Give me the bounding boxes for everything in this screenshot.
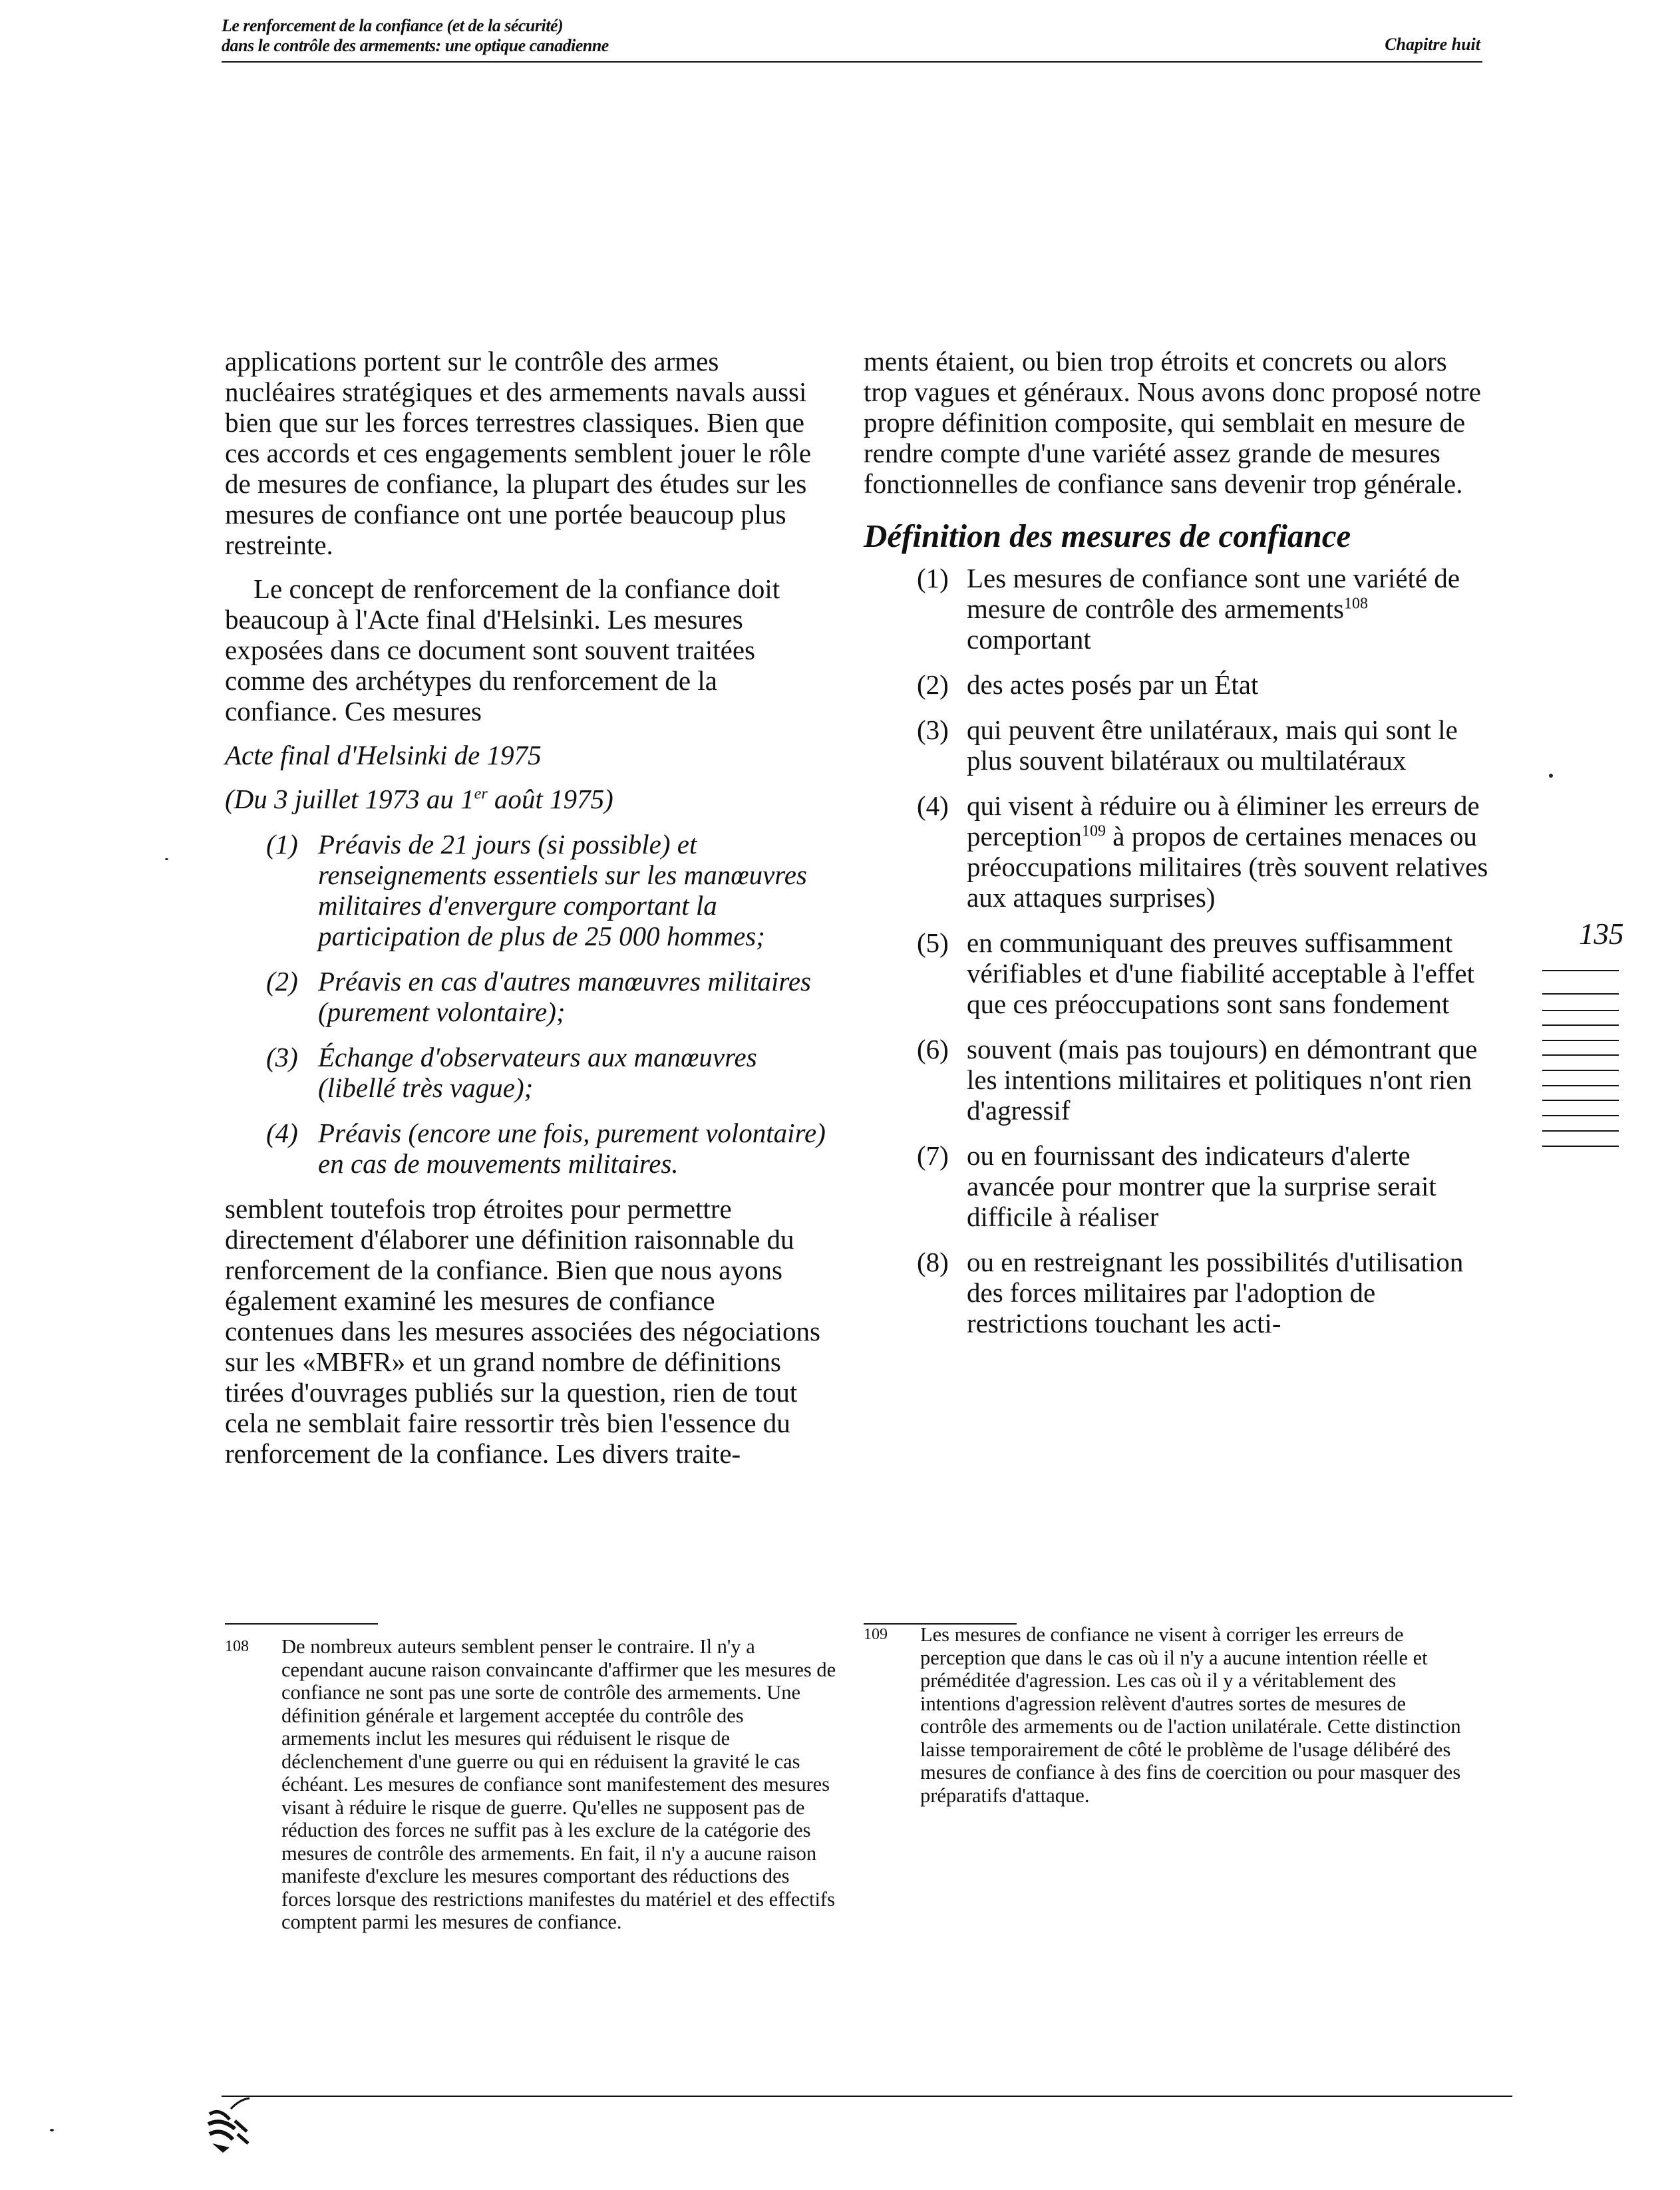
list-number: (1) bbox=[917, 563, 949, 593]
list-item bbox=[917, 790, 1496, 913]
list-item bbox=[266, 1042, 827, 1103]
list-text: Préavis en cas d'autres manœuvres militaires (purement volontaire); bbox=[318, 966, 811, 1027]
list-text: ou en fournissant des indicateurs d'alerte avancée pour montrer que la surprise serait difficile à réaliser bbox=[967, 1140, 1436, 1232]
running-header-chapter: Chapitre huit bbox=[1385, 35, 1480, 54]
margin-rule bbox=[1542, 1100, 1619, 1101]
list-number: (1) bbox=[266, 829, 298, 860]
list-item bbox=[917, 927, 1496, 1019]
footnote-text: Les mesures de confiance ne visent à corriger les erreurs de perception que dans le cas où il n'y a aucune intention réelle et préméditée d'agression. Les cas où il y a véritablement des intentions d'agression relèvent d'autres sortes de mesures de contrôle des armements ou de l'action unilatérale. Cette distinction laisse temporairement de côté le problème de l'usage délibéré des mesures de confiance à des fins de coercition ou pour masquer des préparatifs d'attaque. bbox=[920, 1623, 1461, 1807]
page-number: 135 bbox=[1579, 917, 1624, 951]
right-column bbox=[864, 346, 1496, 1353]
list-number: (2) bbox=[917, 669, 949, 700]
margin-rule bbox=[1542, 1010, 1619, 1011]
scan-speck bbox=[50, 2129, 54, 2131]
list-item bbox=[917, 1247, 1496, 1338]
helsinki-measures-list bbox=[225, 829, 827, 1179]
header-rule bbox=[222, 61, 1482, 63]
list-number: (8) bbox=[917, 1247, 949, 1277]
list-text: qui peuvent être unilatéraux, mais qui sont le plus souvent bilatéraux ou multilatéraux bbox=[967, 714, 1458, 776]
scan-speck bbox=[165, 858, 168, 860]
helsinki-heading bbox=[225, 740, 827, 814]
list-text: Échange d'observateurs aux manœuvres (libellé très vague); bbox=[318, 1042, 757, 1103]
list-number: (4) bbox=[917, 790, 949, 821]
helsinki-dates: (Du 3 juillet 1973 au 1er août 1975) bbox=[225, 784, 613, 814]
body-paragraph: Le concept de renforcement de la confiance doit beaucoup à l'Acte final d'Helsinki. Les mesures exposées dans ce document sont souvent traitées comme des archétypes du renforcement de la confiance. Ces mesures bbox=[225, 573, 780, 726]
list-number: (7) bbox=[917, 1140, 949, 1171]
list-text: en communiquant des preuves suffisamment vérifiables et d'une fiabilité acceptable à l'effet que ces préoccupations sont sans fondement bbox=[967, 927, 1475, 1019]
definition-list bbox=[864, 563, 1496, 1338]
list-item bbox=[917, 1034, 1496, 1126]
margin-rule bbox=[1542, 970, 1619, 971]
list-item bbox=[917, 669, 1496, 700]
body-paragraph: semblent toutefois trop étroites pour permettre directement d'élaborer une définition raisonnable du renforcement de la confiance. Bien que nous ayons également examiné les mesures de confiance contenues dans les mesures associées des négociations sur les «MBFR» et un grand nombre de définitions tirées d'ouvrages publiés sur la question, rien de tout cela ne semblait faire ressortir très bien l'essence du renforcement de la confiance. Les divers traite- bbox=[225, 1193, 820, 1469]
scan-speck bbox=[1549, 774, 1553, 778]
list-text: ou en restreignant les possibilités d'utilisation des forces militaires par l'adoption de restrictions touchant les acti- bbox=[967, 1247, 1464, 1338]
margin-rule bbox=[1542, 1070, 1619, 1071]
list-number: (4) bbox=[266, 1118, 298, 1148]
footnote-number: 108 bbox=[225, 1638, 249, 1655]
list-number: (2) bbox=[266, 966, 298, 997]
margin-rule bbox=[1542, 1024, 1619, 1026]
list-number: (5) bbox=[917, 927, 949, 958]
footnote-108 bbox=[225, 1635, 837, 1934]
section-heading: Définition des mesures de confiance bbox=[864, 518, 1351, 554]
footnote-109 bbox=[864, 1623, 1476, 1807]
running-header-title bbox=[222, 16, 1087, 56]
body-paragraph: applications portent sur le contrôle des armes nucléaires stratégiques et des armements navals aussi bien que sur les forces terrestres classiques. Bien que ces accords et ces engagements semblent jouer le rôle de mesures de confiance, la plupart des études sur les mesures de confiance ont une portée beaucoup plus restreinte. bbox=[225, 346, 812, 560]
margin-rule bbox=[1542, 1054, 1619, 1056]
list-text: Les mesures de confiance sont une variété de mesure de contrôle des armements$^{108}$ comportant bbox=[967, 563, 1460, 655]
list-item bbox=[266, 966, 827, 1027]
running-header-line1: Le renforcement de la confiance (et de la sécurité) bbox=[222, 16, 564, 35]
list-item bbox=[266, 829, 827, 951]
footnote-number: 109 bbox=[864, 1626, 888, 1643]
running-header-line2: dans le contrôle des armements: une optique canadienne bbox=[222, 36, 609, 55]
footnote-ref[interactable]: 108 bbox=[1343, 595, 1368, 613]
list-number: (3) bbox=[917, 714, 949, 745]
footnote-text: De nombreux auteurs semblent penser le contraire. Il n'y a cependant aucune raison convaincante d'affirmer que les mesures de confiance ne sont pas une sorte de contrôle des armements. Une définition générale et largement acceptée du contrôle des armements inclut les mesures qui réduisent le risque de déclenchement d'une guerre ou qui en réduisent la gravité le cas échéant. Les mesures de confiance sont manifestement des mesures visant à réduire le risque de guerre. Qu'elles ne supposent pas de réduction des forces ne suffit pas à les exclure de la catégorie des mesures de contrôle des armements. En fait, il n'y a aucune raison manifeste d'exclure les mesures comportant des réductions des forces lorsque des restrictions manifestes du matériel et des effectifs comptent parmi les mesures de confiance. bbox=[281, 1635, 836, 1933]
margin-rule bbox=[1542, 993, 1619, 995]
list-item bbox=[917, 563, 1496, 655]
list-item bbox=[917, 1140, 1496, 1232]
left-column bbox=[225, 346, 827, 1482]
margin-rule bbox=[1542, 1040, 1619, 1041]
footnote-rule bbox=[225, 1623, 378, 1625]
list-text: souvent (mais pas toujours) en démontrant que les intentions militaires et politiques n'ont rien d'agressif bbox=[967, 1034, 1478, 1126]
list-number: (3) bbox=[266, 1042, 298, 1072]
margin-rule bbox=[1542, 1115, 1619, 1116]
margin-rule bbox=[1542, 1130, 1619, 1132]
footer-rule bbox=[222, 2096, 1512, 2097]
list-text: Préavis de 21 jours (si possible) et renseignements essentiels sur les manœuvres militaires d'envergure comportant la participation de plus de 25 000 hommes; bbox=[318, 829, 807, 951]
helsinki-title: Acte final d'Helsinki de 1975 bbox=[225, 740, 542, 770]
margin-rule bbox=[1542, 1085, 1619, 1086]
publisher-logo-icon bbox=[203, 2094, 256, 2154]
list-text: des actes posés par un État bbox=[967, 669, 1259, 700]
list-item bbox=[266, 1118, 827, 1179]
list-number: (6) bbox=[917, 1034, 949, 1064]
body-paragraph: ments étaient, ou bien trop étroits et concrets ou alors trop vagues et généraux. Nous avons donc proposé notre propre définition composite, qui semblait en mesure de rendre compte d'une variété assez grande de mesures fonctionnelles de confiance sans devenir trop générale. bbox=[864, 346, 1481, 499]
list-text: qui visent à réduire ou à éliminer les erreurs de perception$^{109}$ à propos de certaines menaces ou préoccupations militaires (très souvent relatives aux attaques surprises) bbox=[967, 790, 1488, 913]
margin-rule bbox=[1542, 1146, 1619, 1147]
list-text: Préavis (encore une fois, purement volontaire) en cas de mouvements militaires. bbox=[318, 1118, 826, 1179]
footnote-ref[interactable]: 109 bbox=[1082, 822, 1106, 840]
list-item bbox=[917, 714, 1496, 776]
